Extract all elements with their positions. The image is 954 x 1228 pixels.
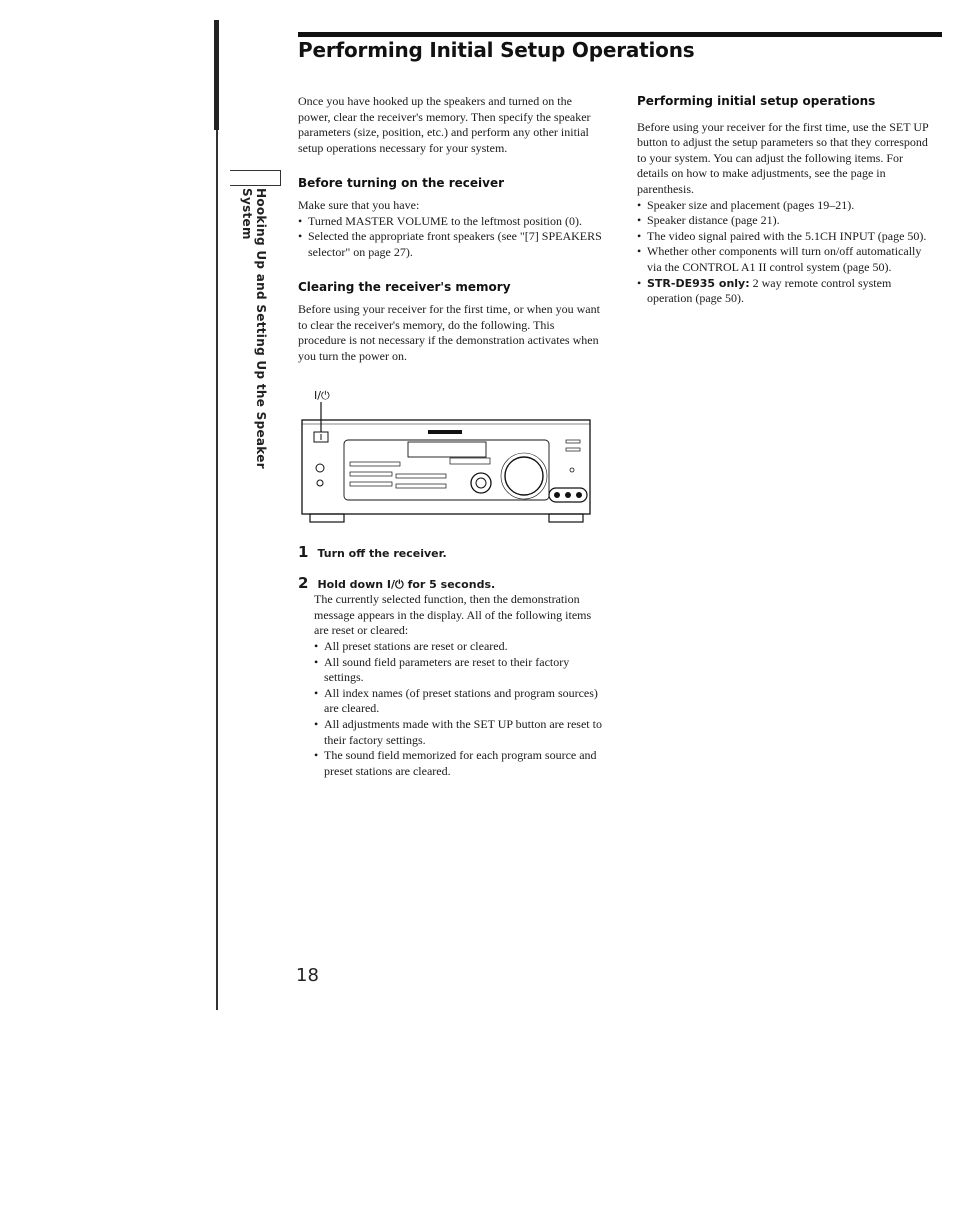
initial-setup-list [637, 198, 933, 307]
side-tab-marker [230, 170, 281, 186]
initial-setup-paragraph: Before using your receiver for the first time, use the SET UP button to adjust the setup parameters so that they correspond to your system. You can adjust the following items. For details on how to make adjustments, see the page in parenthesis. [637, 119, 929, 196]
list-item: • Turned MASTER VOLUME to the leftmost position (0). [298, 214, 603, 230]
list-item: • All sound field parameters are reset to their factory settings. [314, 655, 603, 686]
page-number: 18 [296, 965, 319, 986]
list-item [637, 276, 933, 307]
step-number: 2 [298, 573, 309, 592]
left-column [298, 94, 603, 364]
receiver-front-panel-diagram [300, 388, 595, 528]
list-item: • All preset stations are reset or cleared. [314, 639, 603, 655]
page-title: Performing Initial Setup Operations [298, 38, 695, 62]
list-item: • Speaker size and placement (pages 19–21). [637, 198, 933, 214]
list-item: • The video signal paired with the 5.1CH INPUT (page 50). [637, 229, 933, 245]
small-knob-icon [471, 473, 491, 493]
list-item: • Whether other components will turn on/off automatically via the CONTROL A1 II control system (page 50). [637, 244, 933, 275]
reset-items-list [314, 639, 603, 779]
step-heading: Turn off the receiver. [317, 547, 447, 560]
master-volume-knob-icon [505, 457, 543, 495]
model-label: STR-DE935 only: [647, 276, 750, 290]
scan-edge [216, 20, 226, 1010]
before-turning-on-list [298, 214, 603, 261]
list-item: • All index names (of preset stations and program sources) are cleared. [314, 686, 603, 717]
initial-setup-heading: Performing initial setup operations [637, 94, 876, 108]
title-rule [298, 32, 942, 37]
step-2 [298, 573, 603, 780]
step-1 [298, 545, 603, 562]
step-heading: Hold down I/⏻ for 5 seconds. [317, 577, 496, 591]
list-item: • All adjustments made with the SET UP button are reset to their factory settings. [314, 717, 603, 748]
list-item: • The sound field memorized for each program source and preset stations are cleared. [314, 748, 603, 779]
before-turning-on-heading: Before turning on the receiver [298, 176, 505, 191]
steps-list [298, 545, 603, 779]
clearing-memory-paragraph: Before using your receiver for the first time, or when you want to clear the receiver's memory, do the following. This procedure is not necessary if the demonstration activates when you turn the power on. [298, 301, 600, 363]
power-label: I/⏻ [314, 389, 330, 402]
headphone-jack-icon [316, 464, 324, 472]
list-item: • Speaker distance (page 21). [637, 213, 933, 229]
list-item: • Selected the appropriate front speakers (see "[7] SPEAKERS selector" on page 27). [298, 229, 603, 260]
clearing-memory-heading: Clearing the receiver's memory [298, 280, 511, 295]
intro-paragraph: Once you have hooked up the speakers and turned on the power, clear the receiver's memory. Then specify the speaker parameters (size, position, etc.) and perform any other initial setup operations necessary for your system. [298, 94, 591, 155]
display-window-icon [408, 442, 486, 457]
right-column [637, 94, 933, 307]
side-section-label: Hooking Up and Setting Up the Speaker System [240, 188, 268, 469]
model-text: 2 way remote control system operation (page 50). [647, 275, 892, 306]
step-number: 1 [298, 543, 309, 561]
step-body: The currently selected function, then the demonstration message appears in the display. All of the following items are reset or cleared: [314, 592, 592, 638]
before-turning-on-lead: Make sure that you have: [298, 197, 420, 212]
